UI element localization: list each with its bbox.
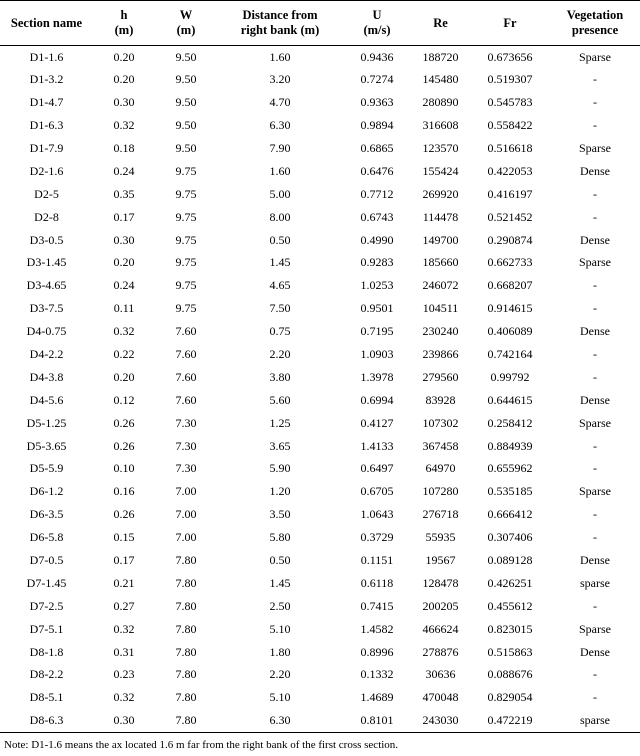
header-line: (m) <box>176 23 196 37</box>
re-cell: 188720 <box>422 49 459 64</box>
section-name-cell: D1-6.3 <box>29 118 64 133</box>
distance-cell: 3.80 <box>269 369 291 384</box>
section-name-cell: D5-5.9 <box>29 461 64 476</box>
h-cell: 0.12 <box>113 392 135 407</box>
h-cell: 0.30 <box>93 709 155 732</box>
section-name-cell: D4-5.6 <box>29 392 64 407</box>
header-line: W <box>179 8 193 22</box>
w-cell: 7.80 <box>175 644 197 659</box>
distance-cell: 5.80 <box>269 530 291 545</box>
table-row <box>0 206 640 229</box>
header-line: presence <box>571 23 619 37</box>
h-cell: 0.32 <box>113 621 135 636</box>
table-row <box>0 183 640 206</box>
h-cell: 0.20 <box>113 49 135 64</box>
section-name-cell: D7-0.5 <box>29 553 64 568</box>
h-cell: 0.17 <box>113 209 135 224</box>
vegetation-cell: Dense <box>580 163 610 178</box>
distance-cell: 4.70 <box>269 95 291 110</box>
vegetation-cell: - <box>593 438 597 453</box>
section-name-cell: D4-2.2 <box>29 347 64 362</box>
distance-cell: 5.90 <box>269 461 291 476</box>
fr-cell: 0.290874 <box>487 232 533 247</box>
re-cell: 243030 <box>411 709 470 732</box>
h-cell: 0.20 <box>113 72 135 87</box>
header-line: (m) <box>114 23 134 37</box>
w-cell: 7.30 <box>175 461 197 476</box>
table-row <box>0 595 640 618</box>
re-cell: 114478 <box>422 209 459 224</box>
distance-cell: 1.25 <box>269 415 291 430</box>
section-name-cell: D3-1.45 <box>26 255 67 270</box>
distance-cell: 3.65 <box>269 438 291 453</box>
w-cell: 9.75 <box>175 186 197 201</box>
vegetation-cell: sparse <box>550 709 640 732</box>
w-cell: 9.50 <box>175 141 197 155</box>
distance-cell: 7.50 <box>269 301 291 316</box>
vegetation-cell: - <box>593 461 597 476</box>
w-cell: 7.80 <box>175 598 197 613</box>
distance-cell: 5.10 <box>269 690 291 705</box>
table-row <box>0 252 640 275</box>
fr-cell: 0.742164 <box>487 347 533 362</box>
w-cell: 7.80 <box>175 575 197 590</box>
u-cell: 0.6994 <box>360 392 394 407</box>
u-cell: 1.4133 <box>360 438 394 453</box>
re-cell: 269920 <box>422 186 459 201</box>
table-row <box>0 114 640 137</box>
distance-cell: 7.90 <box>269 141 291 155</box>
h-cell: 0.31 <box>113 644 135 659</box>
vegetation-cell: - <box>593 118 597 133</box>
u-cell: 0.7195 <box>360 324 394 339</box>
distance-cell: 4.65 <box>269 278 291 293</box>
w-cell: 9.75 <box>175 278 197 293</box>
section-name-cell: D2-1.6 <box>29 163 64 178</box>
w-cell: 7.60 <box>175 392 197 407</box>
header-fr <box>470 1 550 46</box>
w-cell: 9.50 <box>175 118 197 133</box>
table-row <box>0 229 640 252</box>
u-cell: 1.4689 <box>360 690 394 705</box>
re-cell: 107302 <box>422 415 459 430</box>
re-cell: 104511 <box>422 301 459 316</box>
distance-cell: 1.20 <box>269 484 291 499</box>
header-h <box>93 1 155 46</box>
h-cell: 0.32 <box>113 324 135 339</box>
u-cell: 0.9501 <box>360 301 394 316</box>
vegetation-cell: - <box>593 72 597 87</box>
w-cell: 7.30 <box>175 438 197 453</box>
fr-cell: 0.535185 <box>487 484 533 499</box>
section-name-cell: D8-2.2 <box>29 667 64 682</box>
u-cell: 1.3978 <box>360 369 394 384</box>
fr-cell: 0.089128 <box>487 553 533 568</box>
section-name-cell: D1-3.2 <box>29 72 64 87</box>
table-row <box>0 46 640 69</box>
fr-cell: 0.668207 <box>487 278 533 293</box>
fr-cell: 0.519307 <box>487 72 533 87</box>
vegetation-cell: - <box>593 278 597 293</box>
header-w <box>155 1 217 46</box>
re-cell: 185660 <box>422 255 459 270</box>
h-cell: 0.17 <box>113 553 135 568</box>
fr-cell: 0.666412 <box>487 507 533 522</box>
table-row <box>0 320 640 343</box>
u-cell: 0.7415 <box>360 598 394 613</box>
section-name-cell: D2-8 <box>34 209 59 224</box>
table-row <box>0 709 640 732</box>
w-cell: 7.80 <box>175 553 197 568</box>
header-line: Fr <box>503 15 517 30</box>
vegetation-cell: - <box>593 667 597 682</box>
section-name-cell: D8-1.8 <box>29 644 64 659</box>
u-cell: 0.6865 <box>360 141 394 155</box>
distance-cell: 8.00 <box>269 209 291 224</box>
table-row <box>0 137 640 160</box>
u-cell: 0.7712 <box>360 186 394 201</box>
h-cell: 0.24 <box>113 278 135 293</box>
u-cell: 1.4582 <box>360 621 394 636</box>
h-cell: 0.11 <box>113 301 135 316</box>
h-cell: 0.26 <box>113 507 135 522</box>
vegetation-cell: Sparse <box>579 484 611 499</box>
header-line: Vegetation <box>566 8 624 22</box>
section-name-cell: D7-1.45 <box>26 575 67 590</box>
u-cell: 0.9894 <box>360 118 394 133</box>
section-name-cell: D4-0.75 <box>26 324 67 339</box>
vegetation-cell: - <box>593 209 597 224</box>
section-name-cell: D5-1.25 <box>26 415 67 430</box>
fr-cell: 0.558422 <box>487 118 533 133</box>
u-cell: 0.6118 <box>360 575 394 590</box>
re-cell: 239866 <box>422 347 459 362</box>
section-name-cell: D1-4.7 <box>29 95 64 110</box>
table-row <box>0 91 640 114</box>
section-name-cell: D5-3.65 <box>26 438 67 453</box>
table-row <box>0 412 640 435</box>
re-cell: 155424 <box>422 163 459 178</box>
w-cell: 9.75 <box>175 209 197 224</box>
vegetation-cell: - <box>593 95 597 110</box>
u-cell: 0.7274 <box>360 72 394 87</box>
distance-cell: 1.80 <box>269 644 291 659</box>
h-cell: 0.20 <box>113 255 135 270</box>
table-note: Note: D1-1.6 means the ax located 1.6 m far from the right bank of the first cross section. <box>4 739 399 751</box>
u-cell: 0.9283 <box>360 255 394 270</box>
w-cell: 7.60 <box>175 324 197 339</box>
header-re <box>411 1 470 46</box>
u-cell: 0.9363 <box>360 95 394 110</box>
fr-cell: 0.422053 <box>487 163 533 178</box>
re-cell: 280890 <box>422 95 459 110</box>
distance-cell: 0.75 <box>269 324 291 339</box>
fr-cell: 0.416197 <box>487 186 533 201</box>
u-cell: 0.6743 <box>360 209 394 224</box>
fr-cell: 0.644615 <box>487 392 533 407</box>
w-cell: 7.80 <box>175 667 197 682</box>
h-cell: 0.10 <box>113 461 135 476</box>
vegetation-cell: - <box>593 598 597 613</box>
section-name-cell: D3-7.5 <box>29 301 64 316</box>
h-cell: 0.24 <box>113 163 135 178</box>
w-cell: 9.50 <box>175 95 197 110</box>
u-cell: 0.9436 <box>360 49 394 64</box>
w-cell: 9.75 <box>175 232 197 247</box>
fr-cell: 0.99792 <box>490 369 530 384</box>
section-name-cell: D7-2.5 <box>29 598 64 613</box>
table-body <box>0 46 640 733</box>
h-cell: 0.20 <box>113 369 135 384</box>
vegetation-cell: Dense <box>580 553 610 568</box>
re-cell: 367458 <box>422 438 459 453</box>
w-cell: 9.50 <box>175 72 197 87</box>
w-cell: 7.00 <box>175 530 197 545</box>
re-cell: 149700 <box>422 232 459 247</box>
section-name-cell: D7-5.1 <box>29 621 64 636</box>
header-u <box>343 1 411 46</box>
re-cell: 278876 <box>422 644 459 659</box>
section-name-cell: D3-4.65 <box>26 278 67 293</box>
re-cell: 30636 <box>425 667 456 682</box>
distance-cell: 1.60 <box>269 163 291 178</box>
h-cell: 0.18 <box>113 141 135 155</box>
distance-cell: 2.20 <box>269 347 291 362</box>
table-row <box>0 572 640 595</box>
vegetation-cell: - <box>593 186 597 201</box>
vegetation-cell: Sparse <box>579 415 611 430</box>
w-cell: 9.75 <box>175 163 197 178</box>
re-cell: 200205 <box>422 598 459 613</box>
distance-cell: 3.50 <box>269 507 291 522</box>
table-row <box>0 297 640 320</box>
section-name-cell: D6-1.2 <box>29 484 64 499</box>
w-cell: 7.60 <box>175 347 197 362</box>
re-cell: 246072 <box>422 278 459 293</box>
re-cell: 470048 <box>422 690 459 705</box>
table-row <box>0 549 640 572</box>
vegetation-cell: Sparse <box>579 255 611 270</box>
fr-cell: 0.516618 <box>487 141 533 155</box>
fr-cell: 0.829054 <box>487 690 533 705</box>
fr-cell: 0.914615 <box>487 301 533 316</box>
vegetation-cell: Sparse <box>579 49 611 64</box>
re-cell: 107280 <box>422 484 459 499</box>
distance-cell: 5.00 <box>269 186 291 201</box>
re-cell: 279560 <box>422 369 459 384</box>
vegetation-cell: Sparse <box>579 141 611 155</box>
vegetation-cell: - <box>593 690 597 705</box>
header-row <box>0 1 640 46</box>
w-cell: 7.80 <box>175 690 197 705</box>
vegetation-cell: - <box>593 369 597 384</box>
w-cell: 7.80 <box>175 621 197 636</box>
w-cell: 9.50 <box>175 49 197 64</box>
table-row <box>0 480 640 503</box>
distance-cell: 3.20 <box>269 72 291 87</box>
h-cell: 0.15 <box>113 530 135 545</box>
vegetation-cell: Dense <box>580 644 610 659</box>
vegetation-cell: Dense <box>580 324 610 339</box>
re-cell: 128478 <box>422 575 459 590</box>
distance-cell: 0.50 <box>269 232 291 247</box>
fr-cell: 0.088676 <box>487 667 533 682</box>
w-cell: 7.60 <box>175 369 197 384</box>
vegetation-cell: Dense <box>580 392 610 407</box>
u-cell: 0.6705 <box>360 484 394 499</box>
table-row <box>0 618 640 641</box>
table-row <box>0 389 640 412</box>
h-cell: 0.26 <box>113 415 135 430</box>
re-cell: 55935 <box>425 530 456 545</box>
table-row <box>0 664 640 687</box>
u-cell: 0.4990 <box>360 232 394 247</box>
section-name-cell: D3-0.5 <box>29 232 64 247</box>
header-distance-from-right-bank <box>217 1 343 46</box>
h-cell: 0.22 <box>113 347 135 362</box>
fr-cell: 0.258412 <box>487 415 533 430</box>
u-cell: 0.1151 <box>360 553 394 568</box>
re-cell: 145480 <box>422 72 459 87</box>
re-cell: 466624 <box>422 621 459 636</box>
re-cell: 123570 <box>422 141 459 155</box>
table-row <box>0 68 640 91</box>
distance-cell: 5.60 <box>269 392 291 407</box>
h-cell: 0.16 <box>113 484 135 499</box>
re-cell: 83928 <box>425 392 456 407</box>
fr-cell: 0.673656 <box>487 49 533 64</box>
distance-cell: 1.45 <box>269 575 291 590</box>
table-row <box>0 435 640 458</box>
re-cell: 64970 <box>425 461 456 476</box>
re-cell: 316608 <box>422 118 459 133</box>
header-line: h <box>120 8 128 22</box>
table-row <box>0 366 640 389</box>
fr-cell: 0.545783 <box>487 95 533 110</box>
distance-cell: 1.60 <box>269 49 291 64</box>
w-cell: 9.75 <box>175 301 197 316</box>
w-cell: 7.00 <box>175 484 197 499</box>
distance-cell: 2.50 <box>269 598 291 613</box>
table-row <box>0 686 640 709</box>
header-line: Re <box>433 15 448 30</box>
fr-cell: 0.662733 <box>487 255 533 270</box>
u-cell: 0.4127 <box>360 415 394 430</box>
vegetation-cell: sparse <box>580 575 610 590</box>
fr-cell: 0.823015 <box>487 621 533 636</box>
fr-cell: 0.472219 <box>470 709 550 732</box>
section-name-cell: D8-6.3 <box>0 709 93 732</box>
vegetation-cell: Dense <box>580 232 610 247</box>
fr-cell: 0.406089 <box>487 324 533 339</box>
distance-cell: 0.50 <box>269 553 291 568</box>
fr-cell: 0.455612 <box>487 598 533 613</box>
re-cell: 230240 <box>422 324 459 339</box>
h-cell: 0.21 <box>113 575 135 590</box>
u-cell: 1.0643 <box>360 507 394 522</box>
w-cell: 7.00 <box>175 507 197 522</box>
header-line: U <box>372 8 382 22</box>
vegetation-cell: - <box>593 347 597 362</box>
h-cell: 0.30 <box>113 232 135 247</box>
section-name-cell: D1-7.9 <box>29 141 64 155</box>
h-cell: 0.32 <box>113 690 135 705</box>
u-cell: 0.1332 <box>360 667 394 682</box>
re-cell: 19567 <box>425 553 456 568</box>
section-name-cell: D6-5.8 <box>29 530 64 545</box>
w-cell: 7.30 <box>175 415 197 430</box>
fr-cell: 0.307406 <box>487 530 533 545</box>
re-cell: 276718 <box>422 507 459 522</box>
u-cell: 0.6476 <box>360 163 394 178</box>
vegetation-cell: - <box>593 507 597 522</box>
header-line: (m/s) <box>363 23 391 37</box>
table-row <box>0 274 640 297</box>
vegetation-cell: - <box>593 530 597 545</box>
table-header <box>0 1 640 46</box>
table-row <box>0 526 640 549</box>
h-cell: 0.32 <box>113 118 135 133</box>
u-cell: 1.0903 <box>360 347 394 362</box>
header-section-name <box>0 1 93 46</box>
fr-cell: 0.655962 <box>487 461 533 476</box>
h-cell: 0.35 <box>113 186 135 201</box>
w-cell: 9.75 <box>175 255 197 270</box>
section-name-cell: D2-5 <box>34 186 59 201</box>
table-row <box>0 458 640 481</box>
u-cell: 0.3729 <box>360 530 394 545</box>
vegetation-cell: Sparse <box>579 621 611 636</box>
h-cell: 0.30 <box>113 95 135 110</box>
table-row <box>0 503 640 526</box>
u-cell: 0.8101 <box>343 709 411 732</box>
w-cell: 7.80 <box>155 709 217 732</box>
distance-cell: 2.20 <box>269 667 291 682</box>
fr-cell: 0.515863 <box>487 644 533 659</box>
table-row <box>0 343 640 366</box>
h-cell: 0.26 <box>113 438 135 453</box>
table-row <box>0 641 640 664</box>
fr-cell: 0.521452 <box>487 209 533 224</box>
header-line: Distance from <box>242 8 318 22</box>
h-cell: 0.23 <box>113 667 135 682</box>
distance-cell: 5.10 <box>269 621 291 636</box>
header-vegetation-presence <box>550 1 640 46</box>
h-cell: 0.27 <box>113 598 135 613</box>
vegetation-cell: - <box>593 301 597 316</box>
distance-cell: 6.30 <box>217 709 343 732</box>
header-line: Section name <box>10 15 83 30</box>
fr-cell: 0.426251 <box>487 575 533 590</box>
distance-cell: 6.30 <box>269 118 291 133</box>
section-name-cell: D6-3.5 <box>29 507 64 522</box>
u-cell: 0.8996 <box>360 644 394 659</box>
section-name-cell: D8-5.1 <box>29 690 64 705</box>
u-cell: 0.6497 <box>360 461 394 476</box>
section-name-cell: D4-3.8 <box>29 369 64 384</box>
section-name-cell: D1-1.6 <box>29 49 64 64</box>
table-row <box>0 160 640 183</box>
fr-cell: 0.884939 <box>487 438 533 453</box>
u-cell: 1.0253 <box>360 278 394 293</box>
header-line: right bank (m) <box>240 23 320 37</box>
distance-cell: 1.45 <box>269 255 291 270</box>
